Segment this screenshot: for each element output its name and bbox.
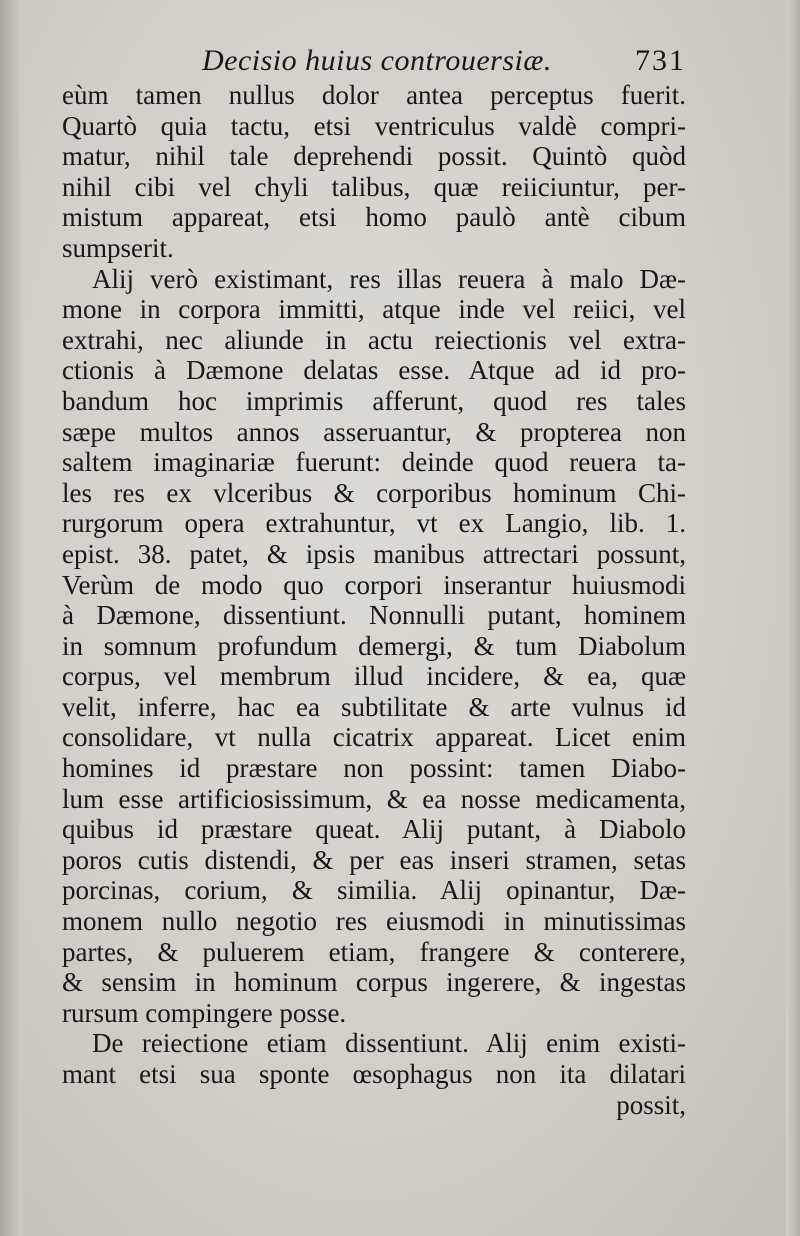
text-line: homines id præstare non possint: tamen Diabo- (62, 753, 686, 784)
text-line: eùm tamen nullus dolor antea perceptus fuerit. (62, 80, 686, 110)
text-line: nihil cibi vel chyli talibus, quæ reiiciuntur, per- (62, 171, 686, 202)
text-line: sumpserit. (62, 232, 174, 263)
text-line: mant etsi sua sponte œsophagus non ita dilatari (62, 1059, 686, 1089)
body-text (62, 80, 686, 1120)
text-line: & sensim in hominum corpus ingerere, & ingestas (62, 967, 686, 998)
text-line: rursum compingere posse. (62, 997, 347, 1028)
text-line: saltem imaginariæ fuerunt: deinde quod reuera ta- (62, 447, 686, 478)
catchword: possit, (616, 1089, 686, 1120)
page-right-edge-shadow (786, 0, 800, 1236)
text-line: les res ex vlceribus & corporibus hominum Chi- (62, 477, 686, 508)
text-line: ctionis à Dæmone delatas esse. Atque ad id pro- (62, 355, 686, 386)
page-number: 731 (635, 44, 686, 77)
text-line: partes, & puluerem etiam, frangere & conterere, (62, 936, 686, 967)
text-line: velit, inferre, hac ea subtilitate & arte vulnus id (62, 691, 686, 722)
text-line: De reiectione etiam dissentiunt. Alij enim existi- (92, 1028, 686, 1059)
page-left-edge-shadow (0, 0, 22, 1236)
text-line: rurgorum opera extrahuntur, vt ex Langio, lib. 1. (62, 508, 686, 539)
text-line: mistum appareat, etsi homo paulò antè cibum (62, 202, 686, 233)
text-line: extrahi, nec aliunde in actu reiectionis vel extra- (62, 324, 686, 355)
text-line: matur, nihil tale deprehendi possit. Quintò quòd (62, 141, 686, 172)
text-line: bandum hoc imprimis afferunt, quod res tales (62, 385, 686, 416)
text-line: Quartò quia tactu, etsi ventriculus valdè compri- (62, 110, 686, 141)
text-line: quibus id præstare queat. Alij putant, à Diabolo (62, 814, 686, 845)
running-head: Decisio huius controuersiæ. (202, 44, 552, 77)
text-line: lum esse artificiosissimum, & ea nosse medicamenta, (62, 783, 686, 814)
text-line: in somnum profundum demergi, & tum Diabolum (62, 630, 686, 661)
text-line: porcinas, corium, & similia. Alij opinantur, Dæ- (62, 875, 686, 906)
text-line: consolidare, vt nulla cicatrix appareat. Licet enim (62, 722, 686, 753)
text-line: monem nullo negotio res eiusmodi in minutissimas (62, 906, 686, 937)
text-line: epist. 38. patet, & ipsis manibus attrectari possunt, (62, 538, 686, 569)
text-line: Verùm de modo quo corpori inserantur huiusmodi (62, 569, 686, 600)
text-line: corpus, vel membrum illud incidere, & ea, quæ (62, 661, 686, 692)
text-line: mone in corpora immitti, atque inde vel reiici, vel (62, 294, 686, 325)
text-line: à Dæmone, dissentiunt. Nonnulli putant, hominem (62, 600, 686, 631)
text-line: Alij verò existimant, res illas reuera à malo Dæ- (92, 263, 686, 294)
text-line: sæpe multos annos asseruantur, & propterea non (62, 416, 686, 447)
text-line: poros cutis distendi, & per eas inseri stramen, setas (62, 844, 686, 875)
